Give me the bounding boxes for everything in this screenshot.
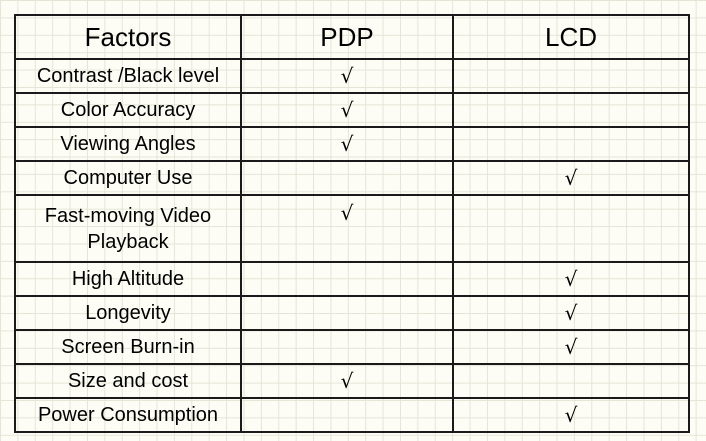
lcd-check-cell: √ (453, 161, 689, 195)
pdp-check-cell (241, 262, 453, 296)
table-row (15, 398, 689, 432)
factor-cell: Screen Burn-in (15, 330, 241, 364)
lcd-check-cell: √ (453, 330, 689, 364)
table-row (15, 93, 689, 127)
header-lcd: LCD (453, 15, 689, 59)
factor-cell: Fast-moving Video Playback (15, 195, 241, 262)
lcd-check-cell (453, 127, 689, 161)
pdp-check-cell (241, 161, 453, 195)
header-row (15, 15, 689, 59)
factor-cell: High Altitude (15, 262, 241, 296)
lcd-check-cell: √ (453, 296, 689, 330)
comparison-table (14, 14, 690, 433)
lcd-check-cell: √ (453, 398, 689, 432)
table-row (15, 59, 689, 93)
header-pdp: PDP (241, 15, 453, 59)
header-factors: Factors (15, 15, 241, 59)
table-row (15, 296, 689, 330)
factor-cell: Computer Use (15, 161, 241, 195)
table-row (15, 161, 689, 195)
pdp-check-cell (241, 330, 453, 364)
pdp-check-cell: √ (241, 127, 453, 161)
factor-cell: Power Consumption (15, 398, 241, 432)
factor-cell: Size and cost (15, 364, 241, 398)
table-row (15, 127, 689, 161)
pdp-check-cell: √ (241, 195, 453, 262)
lcd-check-cell (453, 59, 689, 93)
lcd-check-cell (453, 195, 689, 262)
pdp-check-cell (241, 296, 453, 330)
pdp-check-cell: √ (241, 93, 453, 127)
factor-cell: Contrast /Black level (15, 59, 241, 93)
lcd-check-cell: √ (453, 262, 689, 296)
table-row (15, 195, 689, 262)
lcd-check-cell (453, 364, 689, 398)
factor-cell: Viewing Angles (15, 127, 241, 161)
pdp-check-cell: √ (241, 364, 453, 398)
table-row (15, 364, 689, 398)
table-row (15, 330, 689, 364)
pdp-check-cell: √ (241, 59, 453, 93)
pdp-check-cell (241, 398, 453, 432)
lcd-check-cell (453, 93, 689, 127)
factor-cell: Color Accuracy (15, 93, 241, 127)
table-row (15, 262, 689, 296)
factor-cell: Longevity (15, 296, 241, 330)
